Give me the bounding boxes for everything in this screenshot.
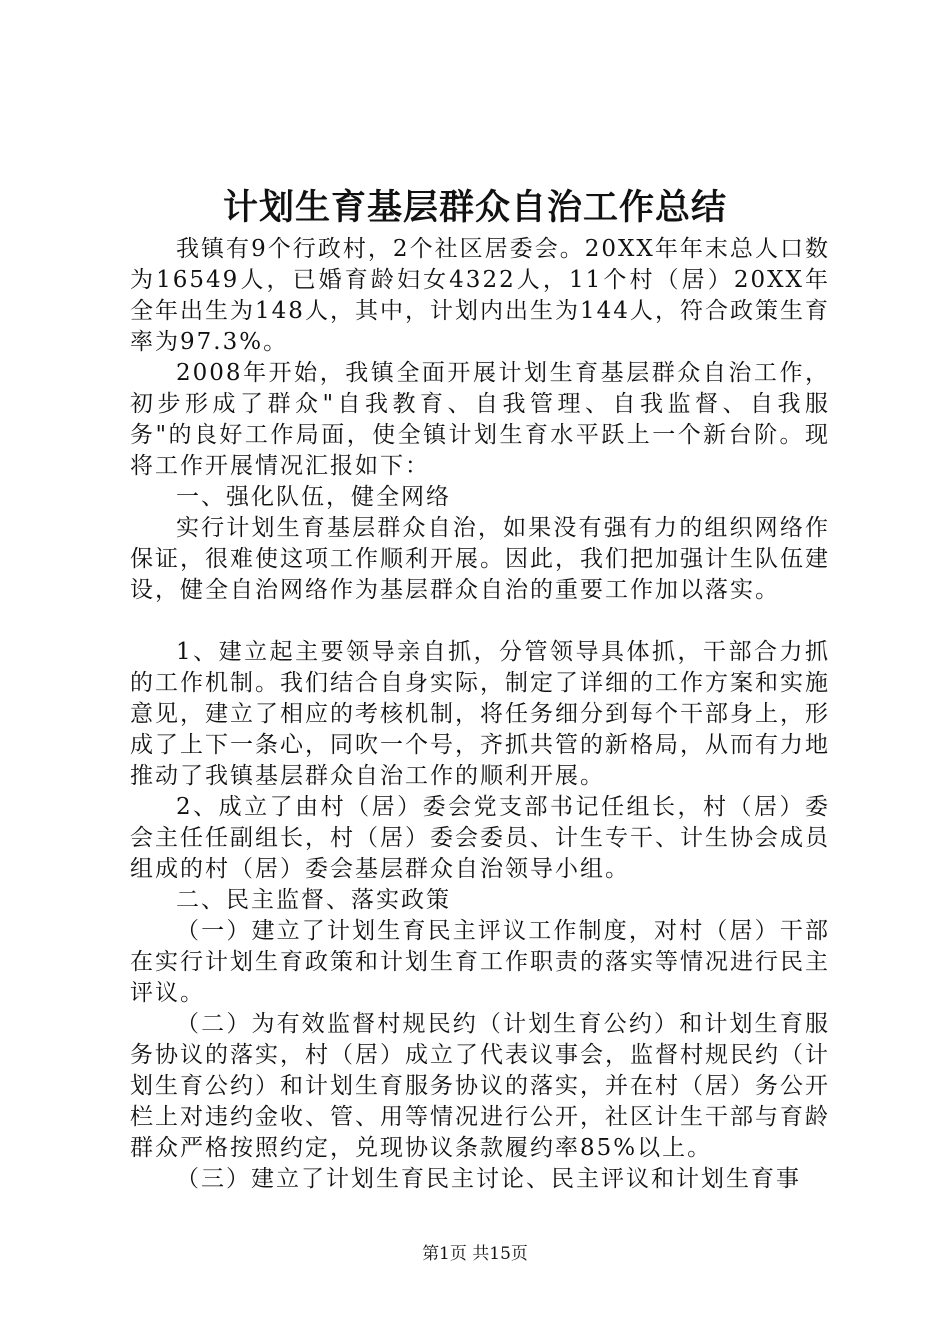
paragraph-population-overview: 我镇有9个行政村，2个社区居委会。20XX年年末总人口数为16549人，已婚育龄妇女4322人，11个村（居）20XX年全年出生为148人，其中，计划内出生为144人，符合政策生育率为97.3%。 [130,236,830,355]
paragraph-subitem-3: （三）建立了计划生育民主讨论、民主评议和计划生育事 [176,1166,801,1192]
paragraph-section-1-intro: 实行计划生育基层群众自治，如果没有强有力的组织网络作保证，很难使这项工作顺利开展。因此，我们把加强计生队伍建设，健全自治网络作为基层群众自治的重要工作加以落实。 [130,515,830,603]
document-title: 计划生育基层群众自治工作总结 [222,188,727,228]
paragraph-subitem-1: （一）建立了计划生育民主评议工作制度，对村（居）干部在实行计划生育政策和计划生育工作职责的落实等情况进行民主评议。 [130,918,830,1006]
paragraph-subitem-2: （二）为有效监督村规民约（计划生育公约）和计划生育服务协议的落实，村（居）成立了代表议事会，监督村规民约（计划生育公约）和计划生育服务协议的落实，并在村（居）务公开栏上对违约金收、管、用等情况进行公开，社区计生干部与育龄群众严格按照约定，兑现协议条款履约率85%以上。 [130,1011,830,1161]
paragraph-item-2: 2、成立了由村（居）委会党支部书记任组长，村（居）委会主任任副组长，村（居）委会委员、计生专干、计生协会成员组成的村（居）委会基层群众自治领导小组。 [130,794,830,882]
paragraph-item-1: 1、建立起主要领导亲自抓，分管领导具体抓，干部合力抓的工作机制。我们结合自身实际，制定了详细的工作方案和实施意见，建立了相应的考核机制，将任务细分到每个干部身上，形成了上下一条心，同吹一个号，齐抓共管的新格局，从而有力地推动了我镇基层群众自治工作的顺利开展。 [130,639,830,789]
document-body [130,234,830,1195]
page-indicator: 第1页 共15页 [422,1244,528,1264]
paragraph-work-introduction: 2008年开始，我镇全面开展计划生育基层群众自治工作，初步形成了群众"自我教育、自我管理、自我监督、自我服务"的良好工作局面，使全镇计划生育水平跃上一个新台阶。现将工作开展情况汇报如下： [130,360,830,479]
section-heading-1: 一、强化队伍，健全网络 [176,484,451,510]
section-heading-2: 二、民主监督、落实政策 [176,887,451,913]
